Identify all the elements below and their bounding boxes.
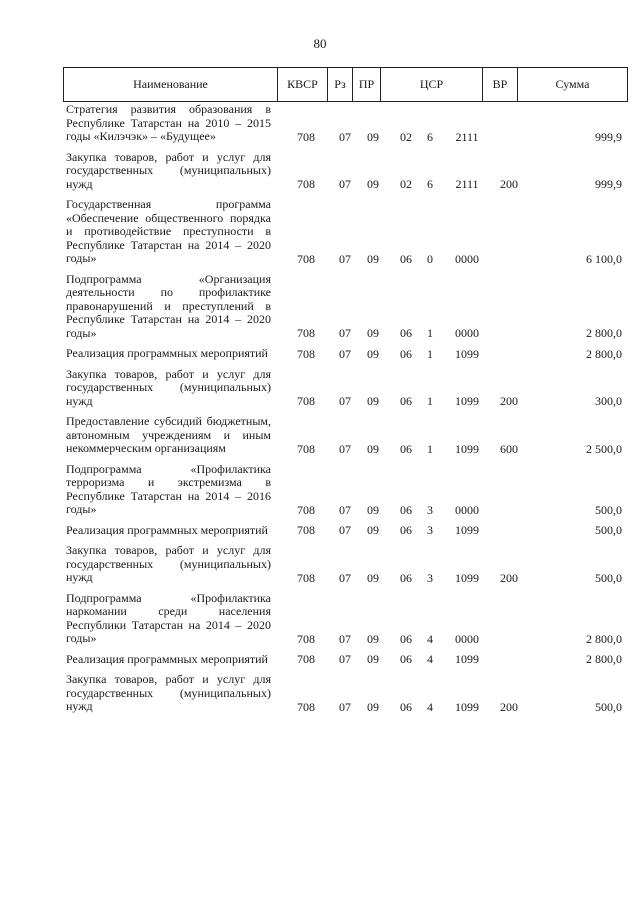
row-values [0,394,640,408]
row-values [0,252,640,266]
cell-vr: 200 [500,570,518,585]
cell-kvsr: 708 [297,631,315,646]
header-pr: ПР [353,68,381,102]
cell-pr: 09 [367,251,379,266]
table-row [0,103,640,144]
cell-kvsr: 708 [297,441,315,456]
cell-csr3: 1099 [455,699,479,714]
cell-csr1: 06 [400,251,412,266]
cell-csr3: 2111 [455,177,479,191]
page-number: 80 [313,36,327,51]
cell-csr2: 6 [427,177,433,191]
cell-pr: 09 [367,652,379,666]
cell-csr3: 0000 [455,631,479,646]
row-name: Реализация программных мероприятий [66,346,268,360]
row-values [0,571,640,585]
cell-rz: 07 [339,699,351,714]
table-body [0,103,640,721]
cell-csr1: 06 [400,523,412,537]
cell-sum: 300,0 [595,394,622,408]
header-kvsr: КВСР [278,68,328,102]
cell-csr2: 1 [427,346,433,361]
cell-pr: 09 [367,441,379,456]
cell-sum: 500,0 [595,699,622,714]
cell-rz: 07 [339,326,351,340]
cell-csr2: 4 [427,631,433,646]
cell-pr: 09 [367,177,379,191]
cell-pr: 09 [367,523,379,537]
cell-csr1: 06 [400,502,412,517]
cell-csr3: 1099 [455,652,479,666]
cell-csr1: 02 [400,129,412,144]
header-sum: Сумма [518,68,628,102]
cell-pr: 09 [367,502,379,517]
table-row [0,415,640,456]
table-row [0,151,640,192]
cell-csr2: 3 [427,570,433,585]
table-row [0,463,640,517]
row-values [0,326,640,340]
cell-csr2: 1 [427,394,433,408]
cell-rz: 07 [339,631,351,646]
cell-pr: 09 [367,699,379,714]
table-row [0,653,640,667]
cell-csr3: 1099 [455,346,479,361]
row-values [0,523,640,537]
table-header [63,67,628,102]
cell-kvsr: 708 [297,394,315,408]
row-name: Подпрограмма «Профилактика терроризма и экстремизма в Республике Татарстан на 2014 – 2016 годы» [66,461,271,516]
table-row [0,592,640,646]
row-values [0,700,640,714]
table-row [0,368,640,409]
cell-csr1: 06 [400,699,412,714]
cell-csr1: 06 [400,652,412,666]
row-name: Закупка товаров, работ и услуг для государственных (муниципальных) нужд [66,672,271,713]
table-row [0,198,640,266]
row-name: Предоставление субсидий бюджетным, автономным учреждениям и иным некоммерческим организациям [66,414,271,455]
cell-vr: 200 [500,394,518,408]
cell-csr3: 1099 [455,523,479,537]
cell-sum: 2 800,0 [586,326,622,340]
cell-sum: 2 800,0 [586,652,622,666]
cell-rz: 07 [339,523,351,537]
cell-kvsr: 708 [297,129,315,144]
cell-csr2: 0 [427,251,433,266]
row-values [0,177,640,191]
cell-csr1: 06 [400,441,412,456]
cell-csr1: 02 [400,177,412,191]
header-rz: Рз [328,68,353,102]
cell-rz: 07 [339,177,351,191]
table-row [0,273,640,341]
cell-kvsr: 708 [297,326,315,340]
cell-csr2: 6 [427,129,433,144]
cell-sum: 6 100,0 [586,251,622,266]
table-row [0,544,640,585]
cell-sum: 2 500,0 [586,441,622,456]
cell-csr2: 3 [427,502,433,517]
cell-csr3: 0000 [455,326,479,340]
row-name: Стратегия развития образования в Республике Татарстан на 2010 – 2015 годы «Килэчэк» – «Будущее» [66,102,271,143]
cell-pr: 09 [367,631,379,646]
cell-csr3: 1099 [455,394,479,408]
cell-kvsr: 708 [297,523,315,537]
cell-csr2: 4 [427,699,433,714]
row-values [0,632,640,646]
cell-csr2: 4 [427,652,433,666]
cell-vr: 200 [500,699,518,714]
row-name: Государственная программа «Обеспечение общественного порядка и противодействие преступности в Республике Татарстан на 2014 – 2020 годы» [66,197,271,265]
row-name: Реализация программных мероприятий [66,522,268,537]
row-name: Подпрограмма «Профилактика наркомании среди населения Республики Татарстан на 2014 – 2020 годы» [66,590,271,645]
cell-csr1: 06 [400,631,412,646]
row-name: Закупка товаров, работ и услуг для государственных (муниципальных) нужд [66,366,271,408]
cell-vr: 600 [500,441,518,456]
cell-pr: 09 [367,129,379,144]
table-row [0,347,640,361]
table-row [0,524,640,538]
row-name: Закупка товаров, работ и услуг для государственных (муниципальных) нужд [66,543,271,584]
row-values [0,442,640,456]
cell-rz: 07 [339,570,351,585]
cell-csr1: 06 [400,346,412,361]
cell-kvsr: 708 [297,251,315,266]
cell-kvsr: 708 [297,652,315,666]
cell-kvsr: 708 [297,570,315,585]
header-name: Наименование [64,68,278,102]
row-values [0,347,640,361]
cell-sum: 2 800,0 [586,631,622,646]
cell-csr2: 3 [427,523,433,537]
cell-sum: 500,0 [595,570,622,585]
row-values [0,130,640,144]
row-values [0,503,640,517]
cell-kvsr: 708 [297,502,315,517]
cell-pr: 09 [367,326,379,340]
cell-pr: 09 [367,570,379,585]
cell-rz: 07 [339,129,351,144]
header-vr: ВР [483,68,518,102]
cell-kvsr: 708 [297,346,315,361]
cell-csr3: 0000 [455,502,479,517]
cell-rz: 07 [339,441,351,456]
cell-rz: 07 [339,346,351,361]
row-values [0,652,640,666]
cell-csr2: 1 [427,441,433,456]
row-name: Реализация программных мероприятий [66,651,268,666]
table-row [0,673,640,714]
cell-csr3: 1099 [455,570,479,585]
cell-rz: 07 [339,394,351,408]
cell-csr2: 1 [427,326,433,340]
row-name: Подпрограмма «Организация деятельности по профилактике правонарушений и преступлений в Республике Татарстан на 2014 – 2020 годы» [66,271,271,340]
cell-csr3: 0000 [455,251,479,266]
cell-csr1: 06 [400,570,412,585]
cell-kvsr: 708 [297,177,315,191]
row-name: Закупка товаров, работ и услуг для государственных (муниципальных) нужд [66,149,271,191]
cell-sum: 500,0 [595,502,622,517]
cell-sum: 500,0 [595,523,622,537]
cell-rz: 07 [339,652,351,666]
cell-pr: 09 [367,346,379,361]
cell-kvsr: 708 [297,699,315,714]
cell-rz: 07 [339,502,351,517]
cell-vr: 200 [500,177,518,191]
cell-csr1: 06 [400,326,412,340]
cell-sum: 999,9 [595,177,622,191]
cell-csr1: 06 [400,394,412,408]
cell-rz: 07 [339,251,351,266]
cell-csr3: 2111 [455,129,479,144]
cell-csr3: 1099 [455,441,479,456]
header-csr: ЦСР [381,68,483,102]
cell-sum: 2 800,0 [586,346,622,361]
cell-sum: 999,9 [595,129,622,144]
cell-pr: 09 [367,394,379,408]
